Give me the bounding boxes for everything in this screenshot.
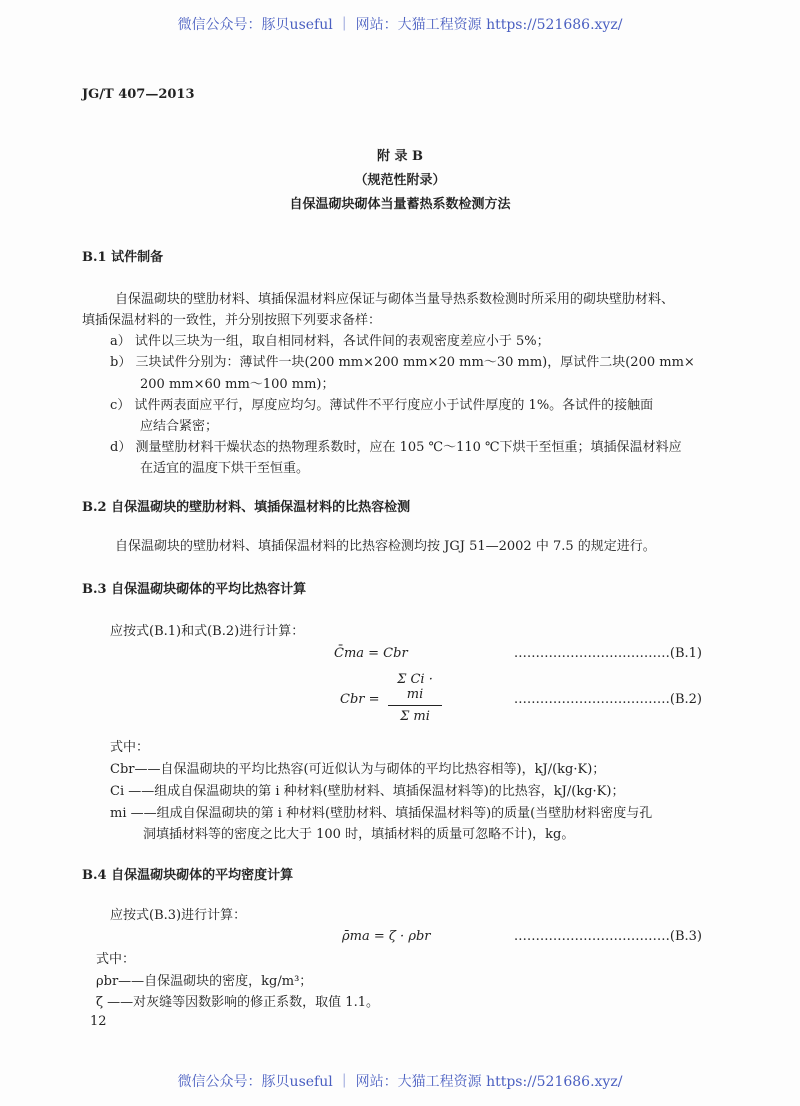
paragraph: 应按式(B.1)和式(B.2)进行计算：	[110, 624, 305, 639]
list-item: a） 试件以三块为一组，取自相同材料，各试件间的表观密度差应小于 5%；	[110, 334, 550, 349]
equation-number: ………………………………(B.2)	[513, 692, 702, 707]
list-item: b） 三块试件分别为：薄试件一块(200 mm×200 mm×20 mm～30 mm)，厚试件二块(200 mm×	[110, 355, 695, 370]
where-label: 式中：	[110, 740, 150, 755]
equation-b1: C̄ma = Cbr	[334, 646, 408, 661]
watermark-top: 微信公众号：豚贝useful ｜ 网站：大猫工程资源 https://521686.xyz/	[177, 17, 623, 33]
section-b2-heading: B.2 自保温砌块的壁肋材料、填插保温材料的比热容检测	[82, 500, 411, 515]
list-item: 应结合紧密；	[140, 419, 219, 434]
watermark-bottom: 微信公众号：豚贝useful ｜ 网站：大猫工程资源 https://521686.xyz/	[177, 1074, 623, 1090]
equation-b2-lhs: Cbr =	[340, 692, 380, 707]
page-number: 12	[90, 1014, 107, 1029]
definition: Ci ——组成自保温砌块的第 i 种材料(壁肋材料、填插保温材料等)的比热容，kJ/(kg·K)；	[110, 784, 625, 799]
standard-code: JG/T 407—2013	[82, 87, 195, 102]
list-item: 在适宜的温度下烘干至恒重。	[140, 461, 310, 476]
definition: 洞填插材料等的密度之比大于 100 时，填插材料的质量可忽略不计)，kg。	[143, 827, 575, 842]
fraction-bar	[388, 705, 442, 706]
denominator: Σ mi	[400, 709, 430, 724]
equation-b2-fraction	[388, 672, 442, 724]
appendix-type: （规范性附录）	[354, 173, 446, 188]
definition: Cbr——自保温砌块的平均比热容(可近似认为与砌体的平均比热容相等)，kJ/(kg·K)；	[110, 762, 606, 777]
section-b3-heading: B.3 自保温砌块砌体的平均比热容计算	[82, 582, 307, 597]
paragraph: 应按式(B.3)进行计算：	[110, 908, 247, 923]
equation-b3: ρ̄ma = ζ · ρbr	[342, 929, 431, 944]
where-label: 式中：	[96, 952, 136, 967]
list-item: 200 mm×60 mm～100 mm)；	[140, 377, 335, 392]
definition: mi ——组成自保温砌块的第 i 种材料(壁肋材料、填插保温材料等)的质量(当壁肋材料密度与孔	[110, 806, 653, 821]
paragraph: 填插保温材料的一致性，并分别按照下列要求备样：	[82, 313, 382, 328]
definition: ζ ——对灰缝等因数影响的修正系数，取值 1.1。	[96, 995, 379, 1010]
appendix-title: 自保温砌块砌体当量蓄热系数检测方法	[289, 197, 511, 212]
paragraph: 自保温砌块的壁肋材料、填插保温材料的比热容检测均按 JGJ 51—2002 中 7.5 的规定进行。	[115, 539, 656, 554]
section-b4-heading: B.4 自保温砌块砌体的平均密度计算	[82, 868, 294, 883]
definition: ρbr——自保温砌块的密度，kg/m³；	[96, 974, 313, 989]
equation-number: ………………………………(B.3)	[513, 929, 702, 944]
equation-number: ………………………………(B.1)	[513, 646, 702, 661]
appendix-label: 附 录 B	[376, 149, 424, 164]
section-b1-heading: B.1 试件制备	[82, 250, 164, 265]
list-item: d） 测量壁肋材料干燥状态的热物理系数时，应在 105 ℃～110 ℃下烘干至恒重；填插保温材料应	[110, 440, 682, 455]
list-item: c） 试件两表面应平行，厚度应均匀。薄试件不平行度应小于试件厚度的 1%。各试件的接触面	[110, 398, 654, 413]
numerator: Σ Ci · mi	[397, 672, 433, 702]
paragraph: 自保温砌块的壁肋材料、填插保温材料应保证与砌体当量导热系数检测时所采用的砌块壁肋材料、	[115, 292, 675, 307]
